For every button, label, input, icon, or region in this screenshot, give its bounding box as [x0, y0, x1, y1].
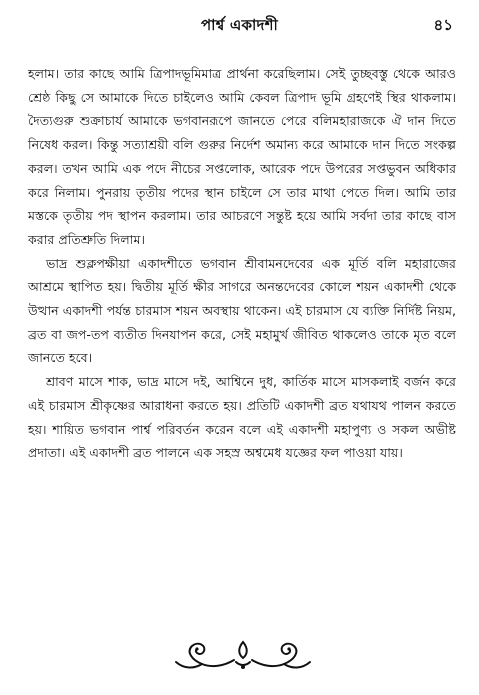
page-number: ৪১ — [433, 16, 453, 34]
paragraph-3: শ্রাবণ মাসে শাক, ভাদ্র মাসে দই, আশ্বিনে দুধ, কার্তিক মাসে মাসকলাই বর্জন করে এই চারমাস শ্রীকৃষ্ণের আরাধনা করতে হয়। প্রতিটি একাদশী ব্রত যথাযথ পালন করতে হয়। শায়িত ভগবান পার্শ্ব পরিবর্তন করেন বলে এই একাদশী মহাপুণ্য ও সকল অভীষ্ট প্রদাতা। এই একাদশী ব্রত পালনে এক সহস্র অশ্বমেধ যজ্ঞের ফল পাওয়া যায়। — [28, 374, 456, 461]
paragraph-2: ভাদ্র শুক্লপক্ষীয়া একাদশীতে ভগবান শ্রীবামনদেবের এক মূর্তি বলি মহারাজের আশ্রমে স্থাপিত হয়। দ্বিতীয় মূর্তি ক্ষীর সাগরে অনন্তদেবের কোলে শয়ন একাদশী থেকে উত্থান একাদশী পর্যন্ত চারমাস শয়ন অবস্থায় থাকেন। এই চারমাস যে ব্যক্তি নির্দিষ্ট নিয়ম, ব্রত বা জপ-তপ ব্যতীত দিনযাপন করে, সেই মহামুর্খ জীবিত থাকলেও তাকে মৃত বলে জানতে হবে। — [28, 255, 456, 366]
floral-divider-icon — [168, 636, 318, 676]
body-text — [28, 62, 456, 465]
paragraph-1: হলাম। তার কাছে আমি ত্রিপাদভূমিমাত্র প্রার্থনা করেছিলাম। সেই তুচ্ছবস্তু থেকে আরও শ্রেষ্ঠ কিছু সে আমাকে দিতে চাইলেও আমি কেবল ত্রিপাদ ভূমি গ্রহণেই স্থির থাকলাম। দৈত্যগুরু শুক্রাচার্য আমাকে ভগবানরূপে জানতে পেরে বলিমহারাজকে ঐ দান দিতে নিষেধ করল। কিন্তু সত্যাশ্রয়ী বলি গুরুর নির্দেশ অমান্য করে আমাকে দান দিতে সংকল্প করল। তখন আমি এক পদে নীচের সপ্তলোক, আরেক পদে উপরের সপ্তভুবন অধিকার করে নিলাম। পুনরায় তৃতীয় পদের স্থান চাইলে সে তার মাথা পেতে দিল। আমি তার মস্তকে তৃতীয় পদ স্থাপন করলাম। তার আচরণে সন্তুষ্ট হয়ে আমি সর্বদা তার কাছে বাস করার প্রতিশ্রুতি দিলাম। — [28, 66, 456, 247]
page-title: পার্শ্ব একাদশী — [200, 16, 279, 34]
